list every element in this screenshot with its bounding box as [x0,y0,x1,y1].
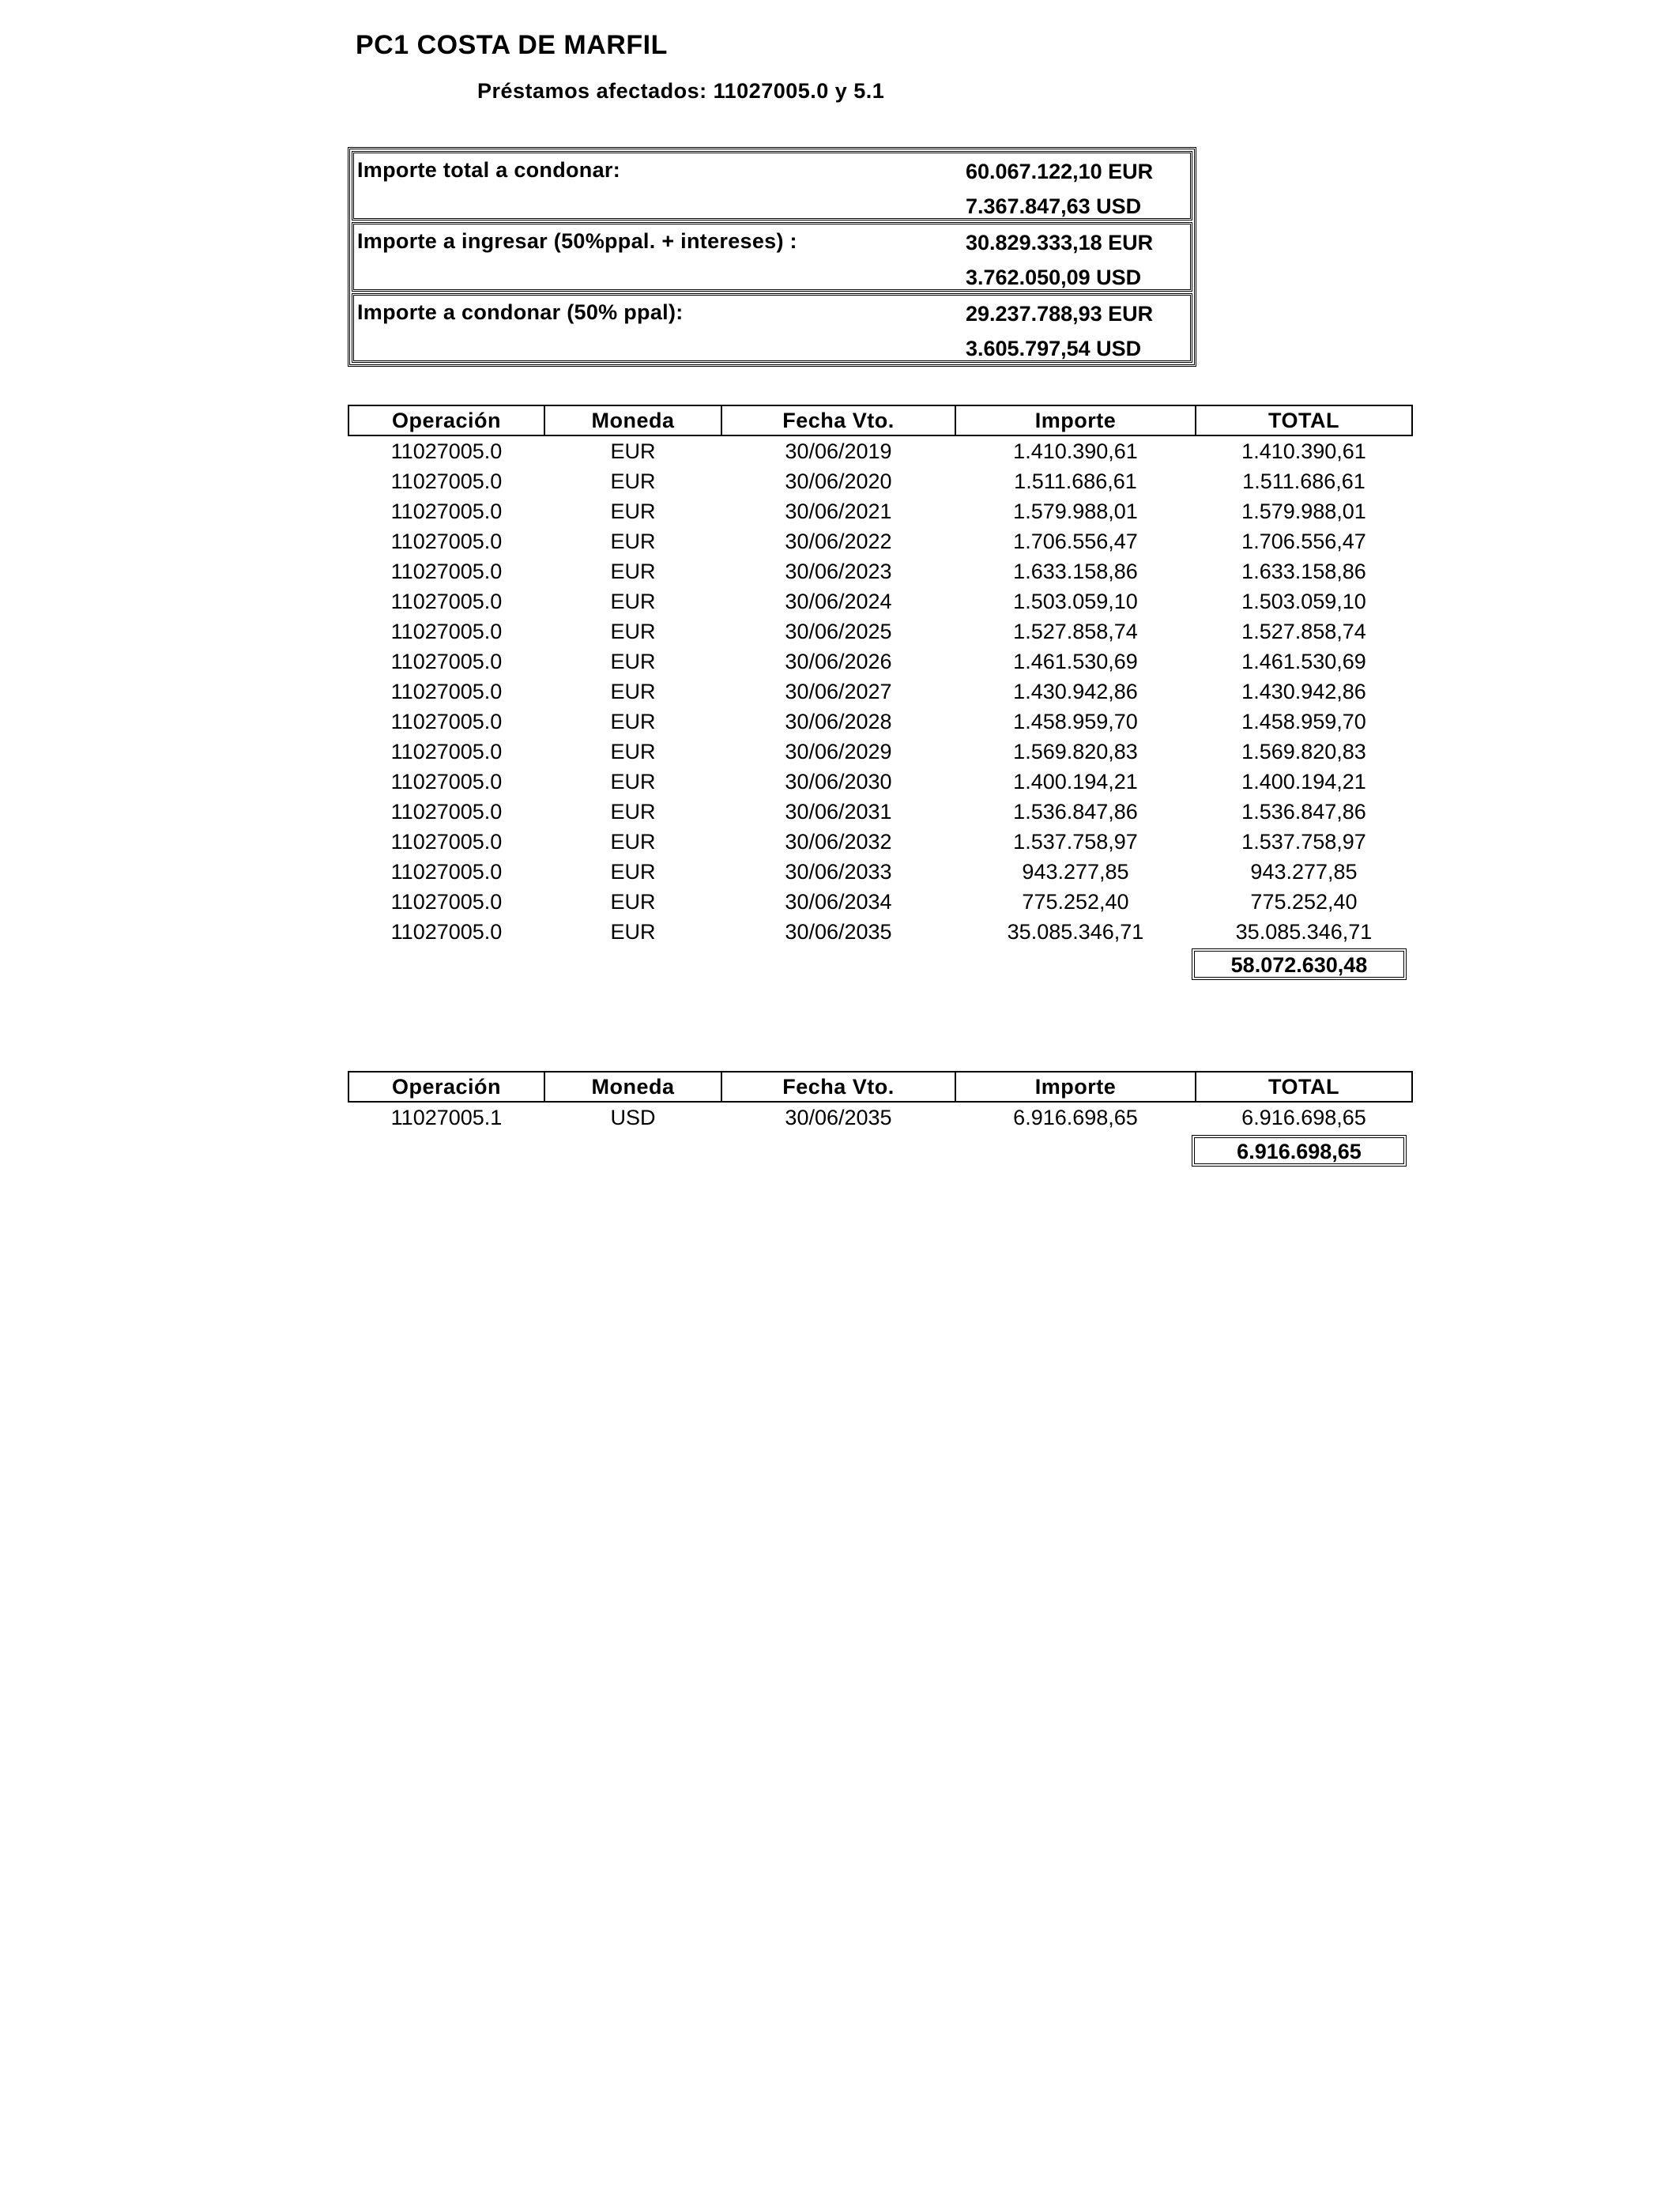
summary-usd-value: 7.367.847,63 USD [966,194,1142,218]
cell-moneda: EUR [610,769,656,794]
cell-moneda: EUR [610,829,656,854]
summary-label: Importe a condonar (50% ppal): [357,300,684,324]
summary-ingresar-block [352,222,1192,292]
cell-fecha-vto: 30/06/2033 [785,859,892,884]
cell-operacion: 11027005.1 [390,1105,503,1129]
summary-condonar-block [352,293,1192,363]
summary-label: Importe total a condonar: [357,158,621,182]
cell-operacion: 11027005.0 [390,589,503,613]
table-row [348,1102,1412,1133]
usd-grand-total: 6.916.698,65 [1192,1135,1407,1167]
cell-importe: 1.400.194,21 [1013,769,1138,794]
cell-moneda: EUR [610,619,656,643]
cell-importe: 1.527.858,74 [1013,619,1138,643]
summary-label: Importe a ingresar (50%ppal. + intereses) : [357,229,797,253]
cell-moneda: EUR [610,499,656,523]
header-operacion: Operación [348,405,544,435]
cell-operacion: 11027005.0 [390,709,503,733]
cell-operacion: 11027005.0 [390,799,503,824]
table-row [348,707,1412,737]
summary-eur-value: 30.829.333,18 EUR [966,231,1154,254]
cell-moneda: EUR [610,439,656,463]
cell-fecha-vto: 30/06/2034 [785,889,892,914]
table-row [348,616,1412,647]
cell-operacion: 11027005.0 [390,679,503,703]
cell-operacion: 11027005.0 [390,859,503,884]
table-row [348,496,1412,526]
cell-moneda: EUR [610,469,656,493]
cell-operacion: 11027005.0 [390,529,503,553]
cell-fecha-vto: 30/06/2035 [785,919,892,944]
cell-total: 1.537.758,97 [1241,829,1366,854]
table-header-row [348,405,1412,435]
cell-fecha-vto: 30/06/2028 [785,709,892,733]
eur-maturities-table [348,405,1413,947]
cell-operacion: 11027005.0 [390,919,503,944]
table-body [348,1102,1412,1133]
cell-importe: 943.277,85 [1022,859,1129,884]
cell-moneda: EUR [610,889,656,914]
cell-importe: 1.537.758,97 [1013,829,1138,854]
summary-eur-value: 60.067.122,10 EUR [966,160,1154,183]
cell-total: 1.706.556,47 [1241,529,1366,553]
cell-moneda: EUR [610,529,656,553]
cell-moneda: EUR [610,919,656,944]
header-total: TOTAL [1196,1072,1412,1102]
cell-fecha-vto: 30/06/2024 [785,589,892,613]
cell-operacion: 11027005.0 [390,499,503,523]
usd-maturities-table [348,1071,1413,1133]
header-fecha-vto: Fecha Vto. [721,405,955,435]
header-total: TOTAL [1196,405,1412,435]
page-subtitle: Préstamos afectados: 11027005.0 y 5.1 [477,79,885,103]
table-row [348,797,1412,827]
cell-moneda: EUR [610,679,656,703]
table-row [348,647,1412,677]
header-fecha-vto: Fecha Vto. [721,1072,955,1102]
cell-moneda: EUR [610,649,656,673]
cell-fecha-vto: 30/06/2029 [785,739,892,763]
cell-total: 1.430.942,86 [1241,679,1366,703]
cell-fecha-vto: 30/06/2030 [785,769,892,794]
page-title: PC1 COSTA DE MARFIL [356,30,668,60]
summary-box [348,147,1196,367]
cell-moneda: EUR [610,589,656,613]
cell-operacion: 11027005.0 [390,769,503,794]
cell-operacion: 11027005.0 [390,649,503,673]
table-row [348,677,1412,707]
cell-total: 1.633.158,86 [1241,559,1366,583]
cell-importe: 1.536.847,86 [1013,799,1138,824]
cell-importe: 35.085.346,71 [1007,919,1144,944]
cell-total: 1.527.858,74 [1241,619,1366,643]
cell-importe: 1.511.686,61 [1014,469,1137,493]
table-row [348,767,1412,797]
cell-fecha-vto: 30/06/2025 [785,619,892,643]
cell-total: 1.511.686,61 [1242,469,1365,493]
cell-moneda: EUR [610,709,656,733]
cell-total: 1.400.194,21 [1241,769,1366,794]
cell-fecha-vto: 30/06/2035 [785,1105,892,1129]
table-row [348,917,1412,947]
cell-importe: 1.706.556,47 [1013,529,1138,553]
cell-total: 1.410.390,61 [1241,439,1366,463]
cell-total: 1.461.530,69 [1241,649,1366,673]
cell-fecha-vto: 30/06/2019 [785,439,892,463]
cell-importe: 1.430.942,86 [1013,679,1138,703]
table-row [348,526,1412,556]
cell-importe: 6.916.698,65 [1013,1105,1138,1129]
cell-moneda: EUR [610,739,656,763]
summary-eur-value: 29.237.788,93 EUR [966,302,1154,326]
eur-grand-total: 58.072.630,48 [1192,948,1407,980]
header-moneda: Moneda [544,1072,721,1102]
cell-total: 775.252,40 [1250,889,1358,914]
table-row [348,857,1412,887]
table-row [348,737,1412,767]
cell-operacion: 11027005.0 [390,739,503,763]
table-body [348,435,1412,947]
header-operacion: Operación [348,1072,544,1102]
cell-fecha-vto: 30/06/2032 [785,829,892,854]
cell-moneda: EUR [610,799,656,824]
table-row [348,586,1412,616]
header-importe: Importe [955,1072,1196,1102]
cell-total: 1.503.059,10 [1241,589,1366,613]
table-row [348,466,1412,496]
cell-moneda: USD [610,1105,656,1129]
cell-operacion: 11027005.0 [390,439,503,463]
header-moneda: Moneda [544,405,721,435]
cell-importe: 1.458.959,70 [1013,709,1138,733]
cell-total: 1.458.959,70 [1241,709,1366,733]
cell-fecha-vto: 30/06/2031 [785,799,892,824]
cell-total: 6.916.698,65 [1241,1105,1366,1129]
summary-usd-value: 3.762.050,09 USD [966,266,1142,289]
cell-total: 943.277,85 [1250,859,1358,884]
cell-fecha-vto: 30/06/2022 [785,529,892,553]
cell-importe: 1.579.988,01 [1013,499,1138,523]
summary-total-block [352,151,1192,221]
cell-fecha-vto: 30/06/2026 [785,649,892,673]
summary-usd-value: 3.605.797,54 USD [966,337,1142,360]
cell-importe: 775.252,40 [1022,889,1129,914]
cell-fecha-vto: 30/06/2021 [785,499,892,523]
header-importe: Importe [955,405,1196,435]
cell-importe: 1.503.059,10 [1013,589,1138,613]
cell-operacion: 11027005.0 [390,889,503,914]
table-row [348,556,1412,586]
cell-operacion: 11027005.0 [390,829,503,854]
cell-moneda: EUR [610,559,656,583]
cell-total: 1.536.847,86 [1241,799,1366,824]
table-row [348,435,1412,466]
cell-fecha-vto: 30/06/2023 [785,559,892,583]
cell-importe: 1.569.820,83 [1013,739,1138,763]
cell-fecha-vto: 30/06/2027 [785,679,892,703]
table-row [348,887,1412,917]
table-header-row [348,1072,1412,1102]
cell-total: 35.085.346,71 [1235,919,1373,944]
cell-operacion: 11027005.0 [390,619,503,643]
cell-fecha-vto: 30/06/2020 [785,469,892,493]
cell-importe: 1.633.158,86 [1013,559,1138,583]
cell-operacion: 11027005.0 [390,559,503,583]
cell-importe: 1.410.390,61 [1013,439,1138,463]
cell-operacion: 11027005.0 [390,469,503,493]
table-row [348,827,1412,857]
cell-total: 1.569.820,83 [1241,739,1366,763]
cell-moneda: EUR [610,859,656,884]
cell-importe: 1.461.530,69 [1013,649,1138,673]
cell-total: 1.579.988,01 [1241,499,1366,523]
